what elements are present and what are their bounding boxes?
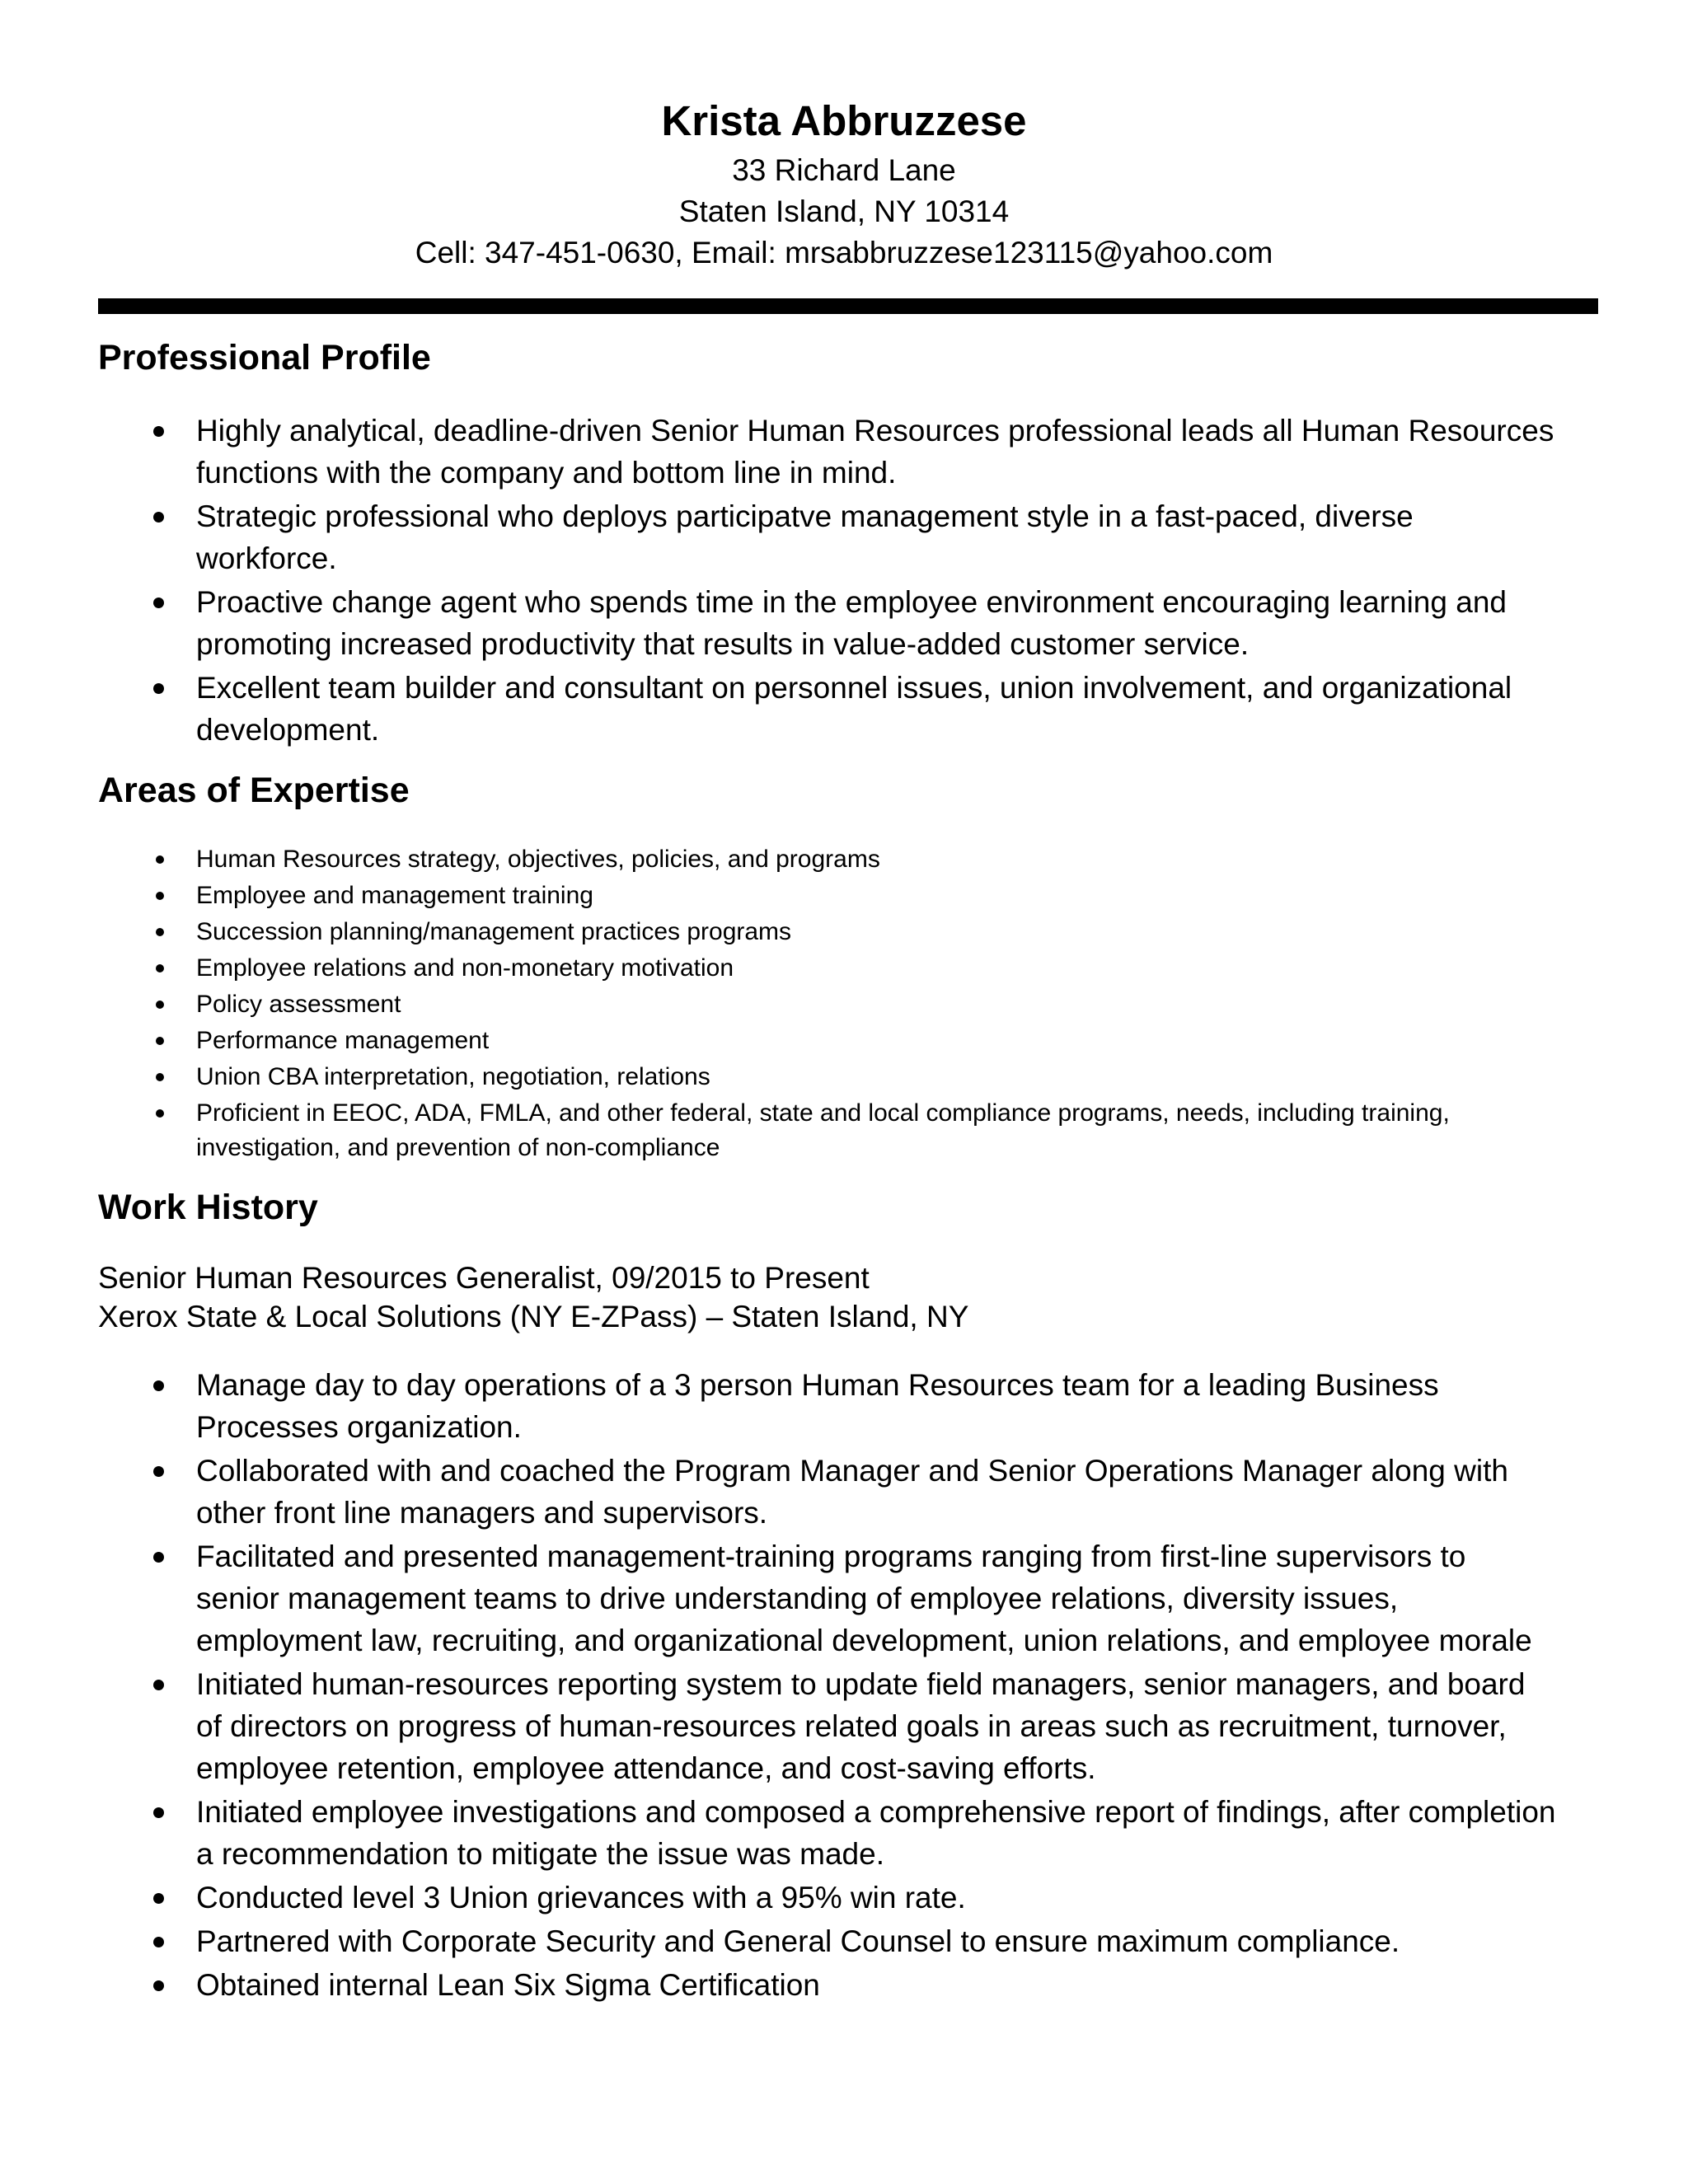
bullet-icon — [153, 1893, 164, 1904]
list-item: Initiated human-resources reporting system to update field managers, senior managers, and board of directors on progress of human-resources related goals in areas such as recruitment, turnover, employee retention, employee attendance, and cost-saving efforts. — [0, 1663, 1556, 1789]
resume-header — [0, 92, 1688, 274]
list-item: Proficient in EEOC, ADA, FMLA, and other federal, state and local compliance programs, needs, including training, investigation, and prevention of non-compliance — [0, 1096, 1581, 1165]
bullet-icon — [156, 892, 164, 900]
bullet-icon — [156, 964, 164, 972]
professional-profile-list — [0, 410, 1556, 752]
employer-line: Xerox State & Local Solutions (NY E-ZPass) – Staten Island, NY — [98, 1300, 969, 1333]
areas-of-expertise-list — [0, 842, 1581, 1167]
bullet-icon — [153, 1380, 164, 1391]
list-item: Obtained internal Lean Six Sigma Certification — [0, 1964, 1556, 2006]
bullet-icon — [153, 1552, 164, 1563]
list-item: Union CBA interpretation, negotiation, relations — [0, 1060, 1581, 1094]
bullet-icon — [153, 512, 164, 523]
bullet-icon — [156, 1001, 164, 1009]
list-item: Manage day to day operations of a 3 person Human Resources team for a leading Business Processes organization. — [0, 1364, 1556, 1448]
list-item: Succession planning/management practices programs — [0, 915, 1581, 949]
bullet-icon — [156, 1073, 164, 1081]
list-item: Facilitated and presented management-training programs ranging from first-line supervisors to senior management teams to drive understanding of employee relations, diversity issues, employment law, recruiting, and organizational development, union relations, and employee morale — [0, 1535, 1556, 1661]
areas-of-expertise-heading: Areas of Expertise — [98, 771, 410, 810]
bullet-icon — [153, 1980, 164, 1991]
candidate-name: Krista Abbruzzese — [661, 97, 1027, 144]
list-item: Human Resources strategy, objectives, policies, and programs — [0, 842, 1581, 877]
list-item: Strategic professional who deploys participatve management style in a fast-paced, diverse workforce. — [0, 495, 1556, 579]
list-item: Excellent team builder and consultant on personnel issues, union involvement, and organizational development. — [0, 667, 1556, 751]
list-item: Policy assessment — [0, 987, 1581, 1022]
list-item: Partnered with Corporate Security and General Counsel to ensure maximum compliance. — [0, 1920, 1556, 1962]
bullet-icon — [156, 1109, 164, 1118]
address-line-2: Staten Island, NY 10314 — [678, 194, 1010, 228]
work-history-heading: Work History — [98, 1188, 318, 1227]
header-divider — [98, 298, 1598, 314]
bullet-icon — [156, 855, 164, 864]
address-line-1: 33 Richard Lane — [732, 153, 956, 187]
bullet-icon — [153, 1466, 164, 1477]
bullet-icon — [153, 598, 164, 608]
job-title: Senior Human Resources Generalist, 09/2015 to Present — [98, 1261, 870, 1295]
bullet-icon — [156, 928, 164, 936]
bullet-icon — [153, 683, 164, 694]
list-item: Initiated employee investigations and composed a comprehensive report of findings, after completion a recommendation to mitigate the issue was made. — [0, 1791, 1556, 1875]
list-item: Employee and management training — [0, 879, 1581, 913]
professional-profile-heading: Professional Profile — [98, 338, 431, 377]
list-item: Collaborated with and coached the Program Manager and Senior Operations Manager along with other front line managers and supervisors. — [0, 1450, 1556, 1534]
bullet-icon — [156, 1037, 164, 1045]
list-item: Highly analytical, deadline-driven Senior Human Resources professional leads all Human Resources functions with the company and bottom line in mind. — [0, 410, 1556, 494]
bullet-icon — [153, 1937, 164, 1947]
bullet-icon — [153, 1680, 164, 1690]
work-history-list — [0, 1364, 1556, 2008]
bullet-icon — [153, 426, 164, 437]
list-item: Proactive change agent who spends time in the employee environment encouraging learning and promoting increased productivity that results in value-added customer service. — [0, 581, 1556, 665]
contact-info: Cell: 347-451-0630, Email: mrsabbruzzese123115@yahoo.com — [415, 236, 1273, 269]
bullet-icon — [153, 1807, 164, 1818]
list-item: Performance management — [0, 1024, 1581, 1058]
list-item: Conducted level 3 Union grievances with a 95% win rate. — [0, 1877, 1556, 1919]
list-item: Employee relations and non-monetary motivation — [0, 951, 1581, 986]
